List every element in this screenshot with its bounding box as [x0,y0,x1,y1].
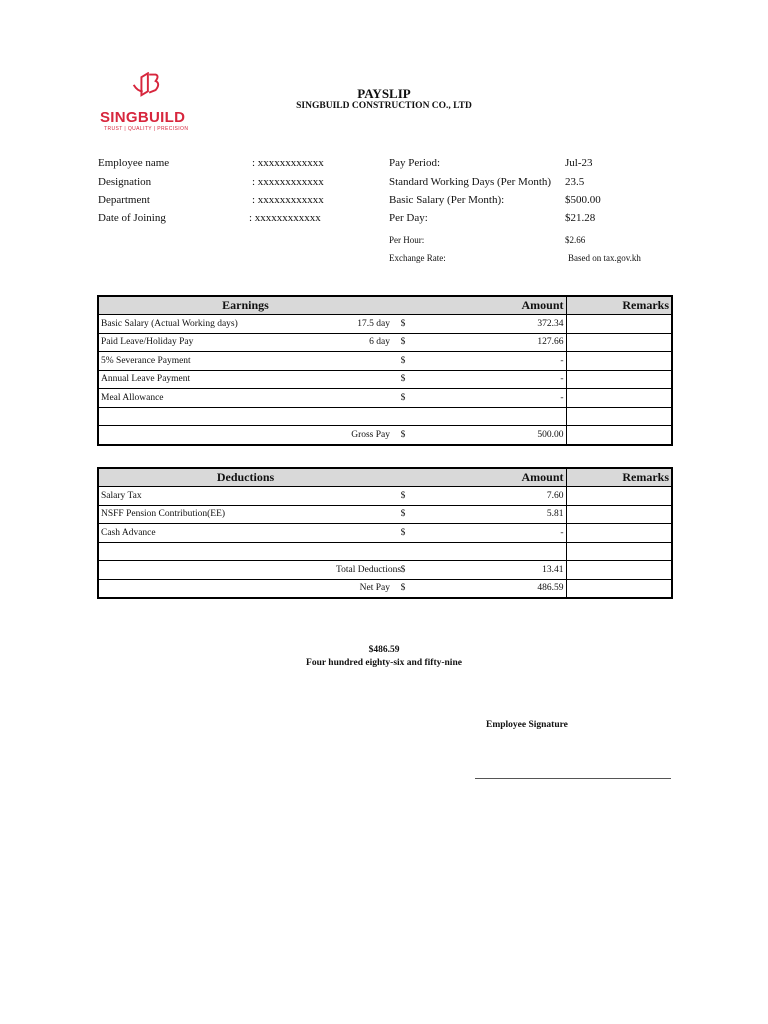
earnings-table [97,295,673,446]
gross-pay-row [98,426,672,445]
per-hour-value: $2.66 [565,235,586,245]
exchange-rate-label: Exchange Rate: [389,253,446,263]
earning-remarks [566,352,672,371]
earning-qty [328,352,392,371]
earning-label: Basic Salary (Actual Working days) [98,315,328,334]
net-pay-amount: 486.59 [414,579,566,598]
earning-currency: $ [392,315,414,334]
table-row-empty [98,407,672,426]
gross-pay-amount: 500.00 [414,426,566,445]
deduction-remarks [566,524,672,543]
table-row [98,487,672,506]
exchange-rate-value: Based on tax.gov.kh [568,253,641,263]
per-hour-label: Per Hour: [389,235,425,245]
deduction-remarks [566,487,672,506]
table-row [98,370,672,389]
table-row-empty [98,542,672,561]
net-pay-row [98,579,672,598]
earning-label: Annual Leave Payment [98,370,328,389]
designation-label: Designation [98,176,152,188]
table-row [98,505,672,524]
document-title: PAYSLIP [357,86,411,101]
earning-remarks [566,370,672,389]
deduction-currency: $ [392,487,414,506]
earnings-header-row [98,296,672,315]
earning-remarks [566,315,672,334]
gross-pay-label: Gross Pay [328,426,392,445]
deduction-label: NSFF Pension Contribution(EE) [98,505,328,524]
signature-line [475,778,671,779]
earning-amount: 372.34 [414,315,566,334]
logo-wordmark: SINGBUILD [100,109,186,126]
deduction-amount: 7.60 [414,487,566,506]
department-value: : xxxxxxxxxxxx [252,194,324,206]
deduction-currency: $ [392,505,414,524]
total-deductions-label: Total Deductions [336,564,402,575]
table-row [98,352,672,371]
total-deductions-row [98,561,672,580]
earning-currency: $ [392,370,414,389]
earning-amount: - [414,352,566,371]
earning-remarks [566,333,672,352]
pay-period-label: Pay Period: [389,157,441,169]
deductions-header: Deductions [98,468,392,487]
earning-amount: - [414,370,566,389]
earning-amount: - [414,389,566,408]
table-row [98,524,672,543]
earning-label: 5% Severance Payment [98,352,328,371]
table-row [98,333,672,352]
logo-tagline: TRUST | QUALITY | PRECISION [104,126,189,132]
deductions-amount-header: Amount [414,468,566,487]
employee-name-label: Employee name [98,157,170,169]
table-row [98,315,672,334]
earning-amount: 127.66 [414,333,566,352]
earning-currency: $ [392,352,414,371]
employee-name-value: : xxxxxxxxxxxx [252,157,324,169]
deduction-remarks [566,505,672,524]
net-pay-figure: $486.59 [368,645,400,655]
earning-currency: $ [392,333,414,352]
net-pay-in-words: Four hundred eighty-six and fifty-nine [306,658,462,668]
table-row [98,389,672,408]
deduction-amount: - [414,524,566,543]
earning-qty: 6 day [328,333,392,352]
earning-qty [328,370,392,389]
net-pay-label: Net Pay [328,579,392,598]
basic-salary-value: $500.00 [565,194,601,206]
per-day-value: $21.28 [565,212,596,224]
pay-period-value: Jul-23 [565,157,593,169]
earning-label: Meal Allowance [98,389,328,408]
earnings-remarks-header: Remarks [566,296,672,315]
joining-value: : xxxxxxxxxxxx [249,212,321,224]
earning-qty [328,389,392,408]
department-label: Department [98,194,150,206]
gross-pay-currency: $ [392,426,414,445]
earnings-header: Earnings [98,296,392,315]
std-days-value: 23.5 [565,176,585,188]
per-day-label: Per Day: [389,212,428,224]
net-pay-currency: $ [392,579,414,598]
employee-signature-label: Employee Signature [486,720,568,730]
earning-remarks [566,389,672,408]
deduction-label: Salary Tax [98,487,328,506]
deductions-header-row [98,468,672,487]
earning-qty: 17.5 day [328,315,392,334]
designation-value: : xxxxxxxxxxxx [252,176,324,188]
std-days-label: Standard Working Days (Per Month) [389,176,552,188]
deductions-table [97,467,673,599]
joining-label: Date of Joining [98,212,166,224]
total-deductions-amount: 13.41 [414,561,566,580]
deductions-remarks-header: Remarks [566,468,672,487]
earning-currency: $ [392,389,414,408]
earnings-amount-header: Amount [414,296,566,315]
deduction-currency: $ [392,524,414,543]
basic-salary-label: Basic Salary (Per Month): [389,194,505,206]
deduction-label: Cash Advance [98,524,328,543]
total-deductions-currency: $ [392,561,414,580]
company-name: SINGBUILD CONSTRUCTION CO., LTD [296,101,472,111]
earning-label: Paid Leave/Holiday Pay [98,333,328,352]
deduction-amount: 5.81 [414,505,566,524]
